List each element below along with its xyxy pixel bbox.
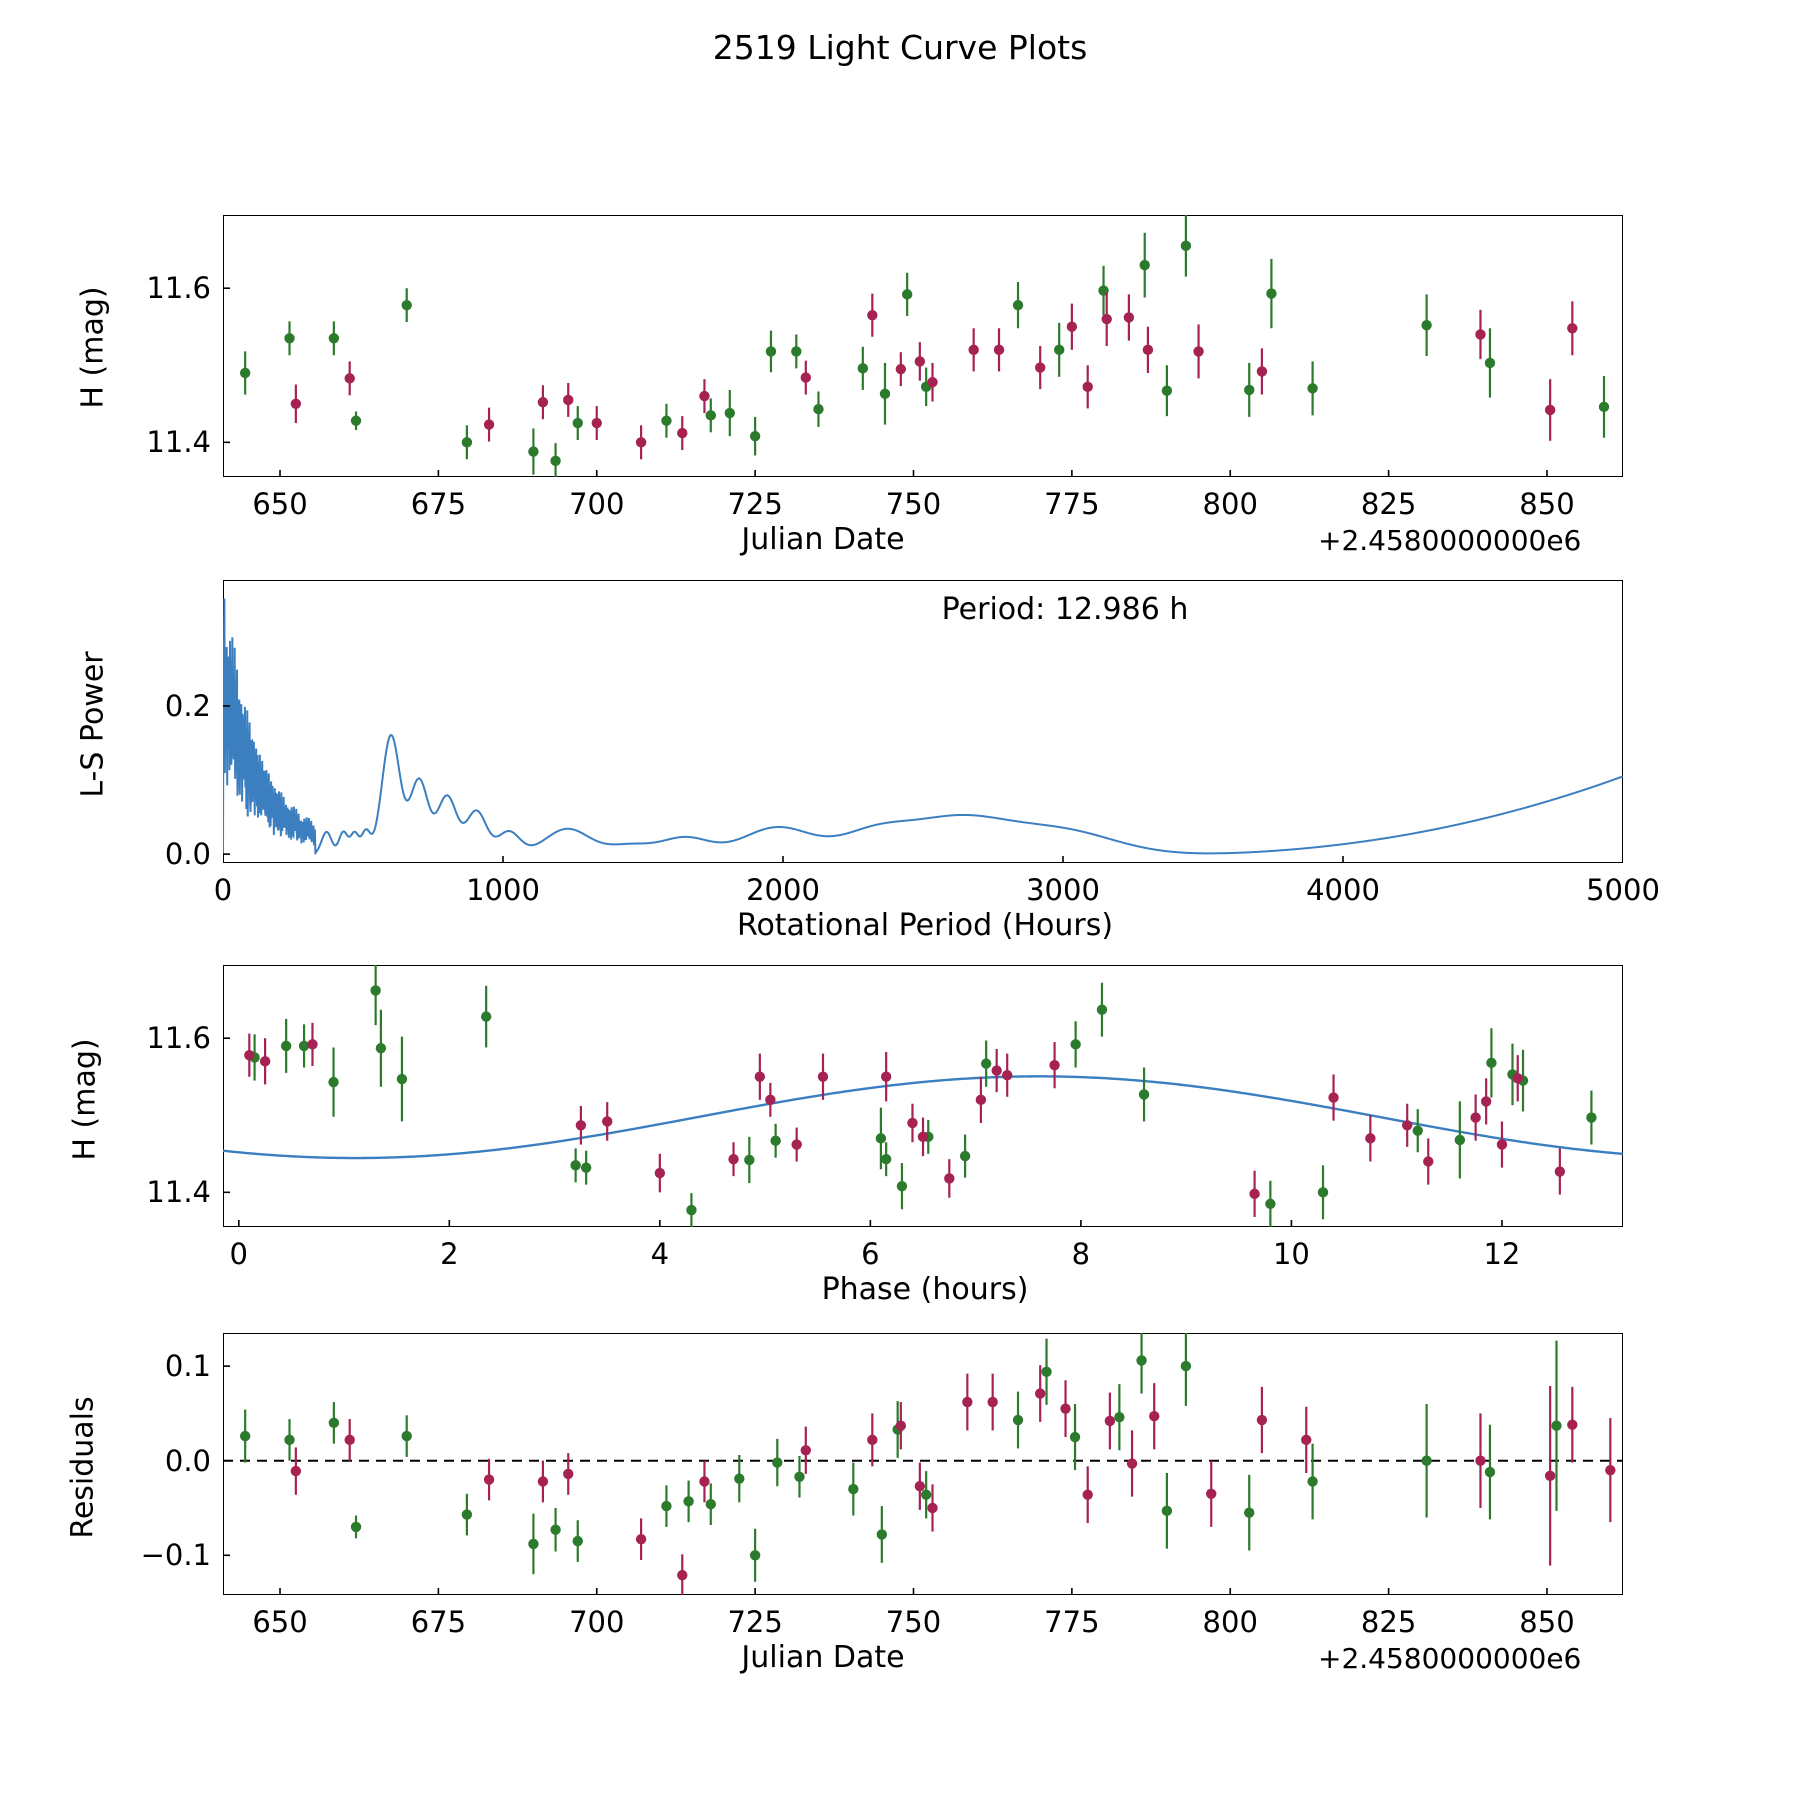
plot-area-panel4: [223, 1333, 1623, 1595]
x-tick-label: 10: [1272, 1237, 1310, 1271]
panel-lightcurve-time-series: [223, 215, 1623, 477]
period-annotation: Period: 12.986 h: [941, 592, 1189, 627]
y-tick-label: 0.0: [164, 1443, 211, 1478]
x-tick-label: 725: [727, 487, 783, 521]
magenta-points: [291, 292, 1578, 459]
panel-residuals: [223, 1333, 1623, 1595]
xlabel-panel3: Phase (hours): [821, 1272, 1029, 1307]
periodogram-curve: [223, 599, 1623, 854]
x-tick-label: 5000: [1586, 873, 1660, 907]
x-tick-label: 6: [861, 1237, 880, 1271]
y-tick-label: 11.4: [146, 425, 211, 460]
x-tick-label: 8: [1071, 1237, 1091, 1271]
x-tick-label: 4: [650, 1237, 670, 1271]
x-tick-label: 750: [885, 487, 942, 521]
x-tick-label: 1000: [466, 873, 540, 907]
xlabel-panel2: Rotational Period (Hours): [736, 908, 1114, 943]
x-tick-label: 700: [569, 487, 625, 521]
y-tick-label: 11.6: [146, 271, 211, 306]
xlabel-panel1: Julian Date: [741, 522, 905, 557]
panel-periodogram: [223, 580, 1623, 863]
x-tick-label: 725: [727, 1605, 783, 1639]
x-tick-label: 800: [1202, 1605, 1258, 1639]
x-offset-label-panel1: +2.4580000000e6: [1318, 524, 1582, 557]
figure-title: 2519 Light Curve Plots: [712, 28, 1088, 67]
panel-phase-folded: [223, 965, 1623, 1227]
y-tick-label: −0.1: [140, 1538, 211, 1573]
x-tick-label: 850: [1519, 1605, 1575, 1639]
xlabel-panel4: Julian Date: [741, 1640, 905, 1675]
y-tick-label: 0.1: [164, 1349, 211, 1384]
x-tick-label: 800: [1202, 487, 1258, 521]
plot-area-panel3: [223, 965, 1623, 1227]
y-tick-label: 11.6: [146, 1021, 211, 1056]
x-tick-label: 2: [440, 1237, 459, 1271]
plot-area-panel1: [223, 215, 1623, 477]
x-tick-label: 675: [410, 487, 467, 521]
x-offset-label-panel4: +2.4580000000e6: [1318, 1642, 1582, 1675]
y-tick-label: 0.0: [164, 837, 211, 872]
plot-area-panel2: [223, 580, 1623, 863]
ylabel-panel4: Residuals: [65, 1396, 101, 1539]
x-tick-label: 775: [1044, 1605, 1100, 1639]
ylabel-panel3: H (mag): [67, 1038, 103, 1161]
x-tick-label: 675: [410, 1605, 467, 1639]
ylabel-panel1: H (mag): [75, 286, 111, 409]
green-points: [249, 965, 1596, 1227]
y-tick-label: 11.4: [146, 1175, 211, 1210]
x-tick-label: 12: [1483, 1237, 1521, 1271]
x-tick-label: 3000: [1026, 873, 1100, 907]
x-tick-label: 850: [1519, 487, 1575, 521]
x-tick-label: 750: [885, 1605, 942, 1639]
x-tick-label: 700: [569, 1605, 625, 1639]
x-tick-label: 0: [229, 1237, 249, 1271]
x-tick-label: 825: [1360, 487, 1417, 521]
x-tick-label: 0: [213, 873, 233, 907]
y-tick-label: 0.2: [164, 688, 211, 723]
green-points: [240, 215, 1609, 477]
x-tick-label: 2000: [746, 873, 820, 907]
green-points: [240, 1333, 1562, 1582]
x-tick-label: 650: [252, 1605, 308, 1639]
magenta-points: [291, 1365, 1616, 1595]
x-tick-label: 775: [1044, 487, 1100, 521]
ylabel-panel2: L-S Power: [75, 651, 111, 798]
x-tick-label: 825: [1360, 1605, 1417, 1639]
x-tick-label: 650: [252, 487, 308, 521]
x-tick-label: 4000: [1306, 873, 1380, 907]
